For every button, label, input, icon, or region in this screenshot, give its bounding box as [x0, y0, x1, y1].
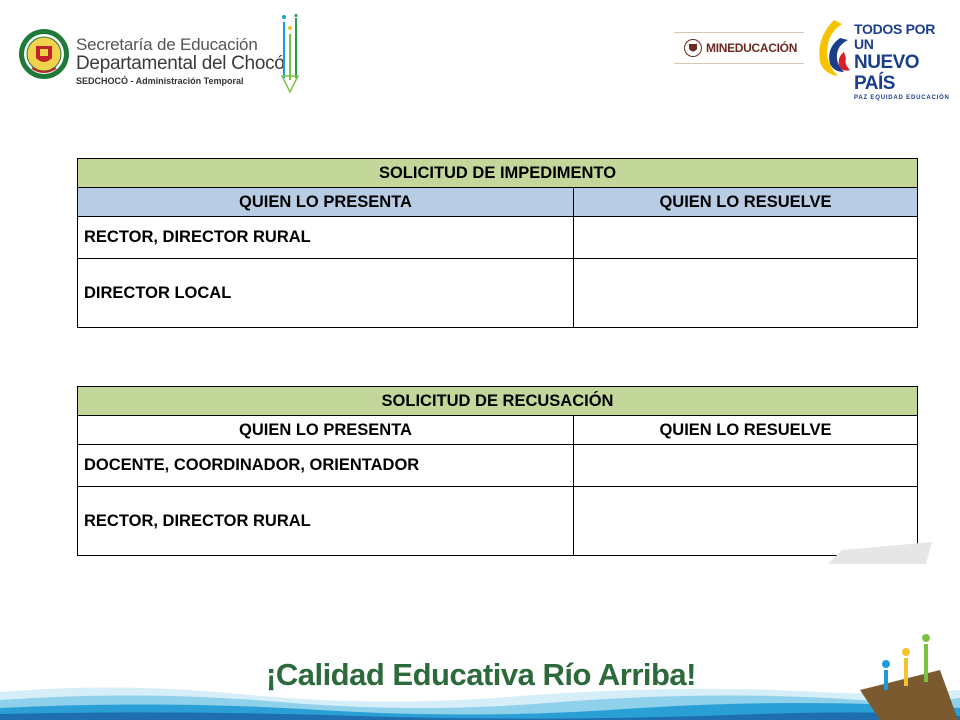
table-row	[78, 445, 918, 487]
mineducacion-logo	[674, 32, 804, 64]
col-header-presenta: QUIEN LO PRESENTA	[78, 188, 574, 217]
page-header	[0, 0, 960, 100]
decorative-shadow	[828, 542, 932, 564]
cell-presenta: DOCENTE, COORDINADOR, ORIENTADOR	[78, 445, 574, 487]
footer-slogan: ¡Calidad Educativa Río Arriba!	[266, 657, 696, 692]
col-header-resuelve: QUIEN LO RESUELVE	[574, 188, 918, 217]
table-header-row	[78, 416, 918, 445]
cell-presenta: DIRECTOR LOCAL	[78, 259, 574, 328]
todos-line1: TODOS POR UN	[854, 21, 936, 52]
recusacion-title: SOLICITUD DE RECUSACIÓN	[78, 387, 918, 416]
impedimento-table	[77, 158, 918, 328]
pencil-logo-icon	[278, 14, 304, 94]
todos-line3: PAZ EQUIDAD EDUCACIÓN	[854, 95, 950, 101]
table-row	[78, 259, 918, 328]
secretaria-line2: Departamental del Chocó	[76, 53, 285, 74]
col-header-resuelve: QUIEN LO RESUELVE	[574, 416, 918, 445]
mineducacion-label: MINEDUCACIÓN	[706, 41, 798, 55]
flag-swoosh-icon	[814, 18, 854, 78]
todos-line2: NUEVO PAÍS	[854, 52, 920, 94]
cell-presenta: RECTOR, DIRECTOR RURAL	[78, 487, 574, 556]
gobernacion-choco-seal-icon	[18, 28, 70, 80]
table-header-row	[78, 188, 918, 217]
todos-por-un-nuevo-pais-logo	[814, 18, 954, 101]
secretaria-line1: Secretaría de Educación	[76, 35, 258, 54]
cell-resuelve	[574, 259, 918, 328]
cell-resuelve	[574, 217, 918, 259]
table-row	[78, 217, 918, 259]
cell-presenta: RECTOR, DIRECTOR RURAL	[78, 217, 574, 259]
table-title-row	[78, 159, 918, 188]
col-header-presenta: QUIEN LO PRESENTA	[78, 416, 574, 445]
table-title-row	[78, 387, 918, 416]
cell-resuelve	[574, 445, 918, 487]
recusacion-table	[77, 386, 918, 556]
table-row	[78, 487, 918, 556]
secretaria-line3: SEDCHOCÓ - Administración Temporal	[76, 76, 244, 86]
impedimento-title: SOLICITUD DE IMPEDIMENTO	[78, 159, 918, 188]
colombia-shield-icon	[684, 39, 702, 57]
secretaria-logo-text	[76, 36, 285, 87]
